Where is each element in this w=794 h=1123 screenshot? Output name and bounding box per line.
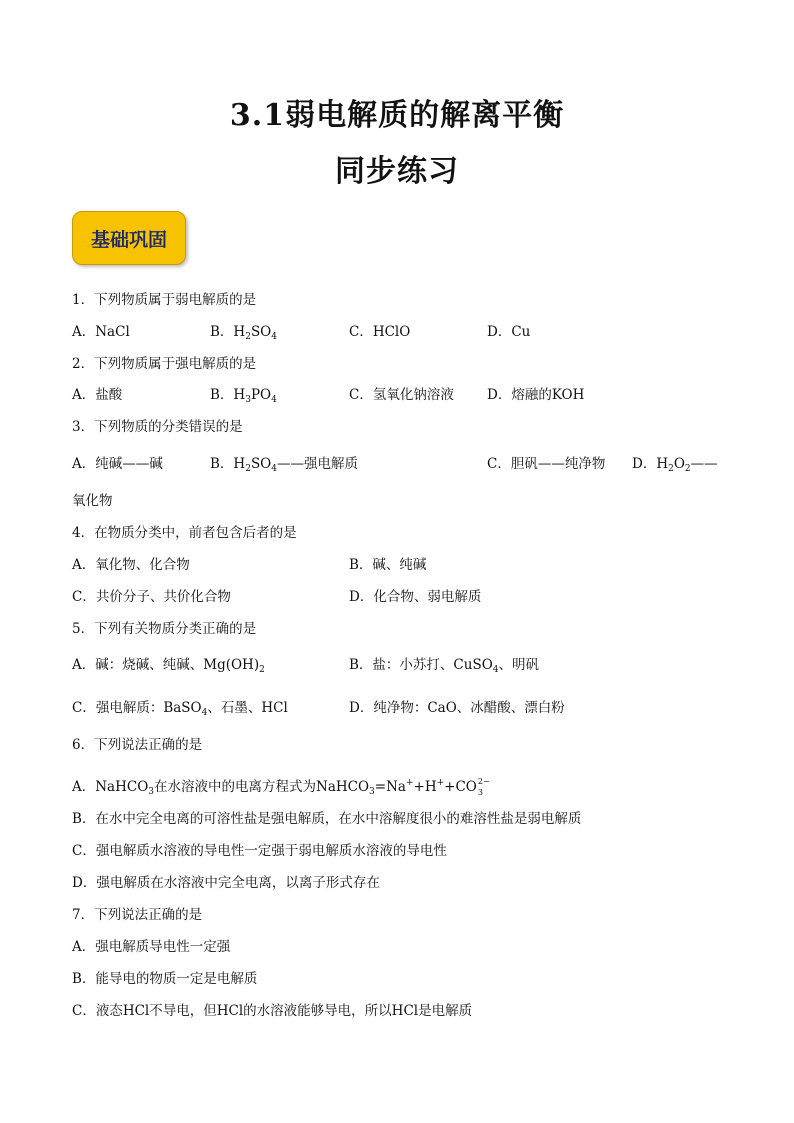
question-6-option-d: D．强电解质在水溶液中完全电离，以离子形式存在: [72, 875, 380, 891]
question-1-option-b: B．$H_2SO_4$: [210, 324, 277, 342]
question-5-option-d: D．纯净物：CaO、冰醋酸、漂白粉: [349, 700, 565, 716]
question-6-stem: 6．下列说法正确的是: [72, 737, 203, 753]
question-3-option-a: A．纯碱——碱: [72, 456, 163, 472]
question-4-option-c: C．共价分子、共价化合物: [72, 589, 231, 605]
question-6-option-b: B．在水中完全电离的可溶性盐是强电解质，在水中溶解度很小的难溶性盐是弱电解质: [72, 811, 582, 827]
question-5-option-a: A．碱：烧碱、纯碱、$Mg(OH)_2$: [72, 657, 265, 675]
question-1-option-c: C．HClO: [349, 324, 411, 340]
question-5-option-c: C．强电解质：BaSO$_4$、石墨、HCl: [72, 700, 288, 718]
question-2-option-c: C．氢氧化钠溶液: [349, 387, 454, 403]
question-4-stem: 4．在物质分类中，前者包含后者的是: [72, 525, 297, 541]
question-3-option-c: C．胆矾——纯净物: [487, 456, 606, 472]
question-2-stem: 2．下列物质属于强电解质的是: [72, 356, 257, 372]
question-6-option-c: C．强电解质水溶液的导电性一定强于弱电解质水溶液的导电性: [72, 843, 447, 859]
question-3-option-d-wrap: 氧化物: [72, 493, 113, 509]
question-2-option-d: D．熔融的KOH: [487, 387, 585, 403]
question-4-option-b: B．碱、纯碱: [349, 557, 427, 573]
question-1-stem: 1．下列物质属于弱电解质的是: [72, 292, 257, 308]
question-3-stem: 3．下列物质的分类错误的是: [72, 419, 243, 435]
question-2-option-b: B．$H_3PO_4$: [210, 387, 277, 405]
page-title: 3.1弱电解质的解离平衡: [229, 98, 565, 133]
question-3-option-b: B．$H_2SO_4——$强电解质: [210, 456, 358, 474]
page-subtitle: 同步练习: [335, 154, 459, 189]
question-1-option-a: A．NaCl: [72, 324, 130, 340]
question-5-stem: 5．下列有关物质分类正确的是: [72, 621, 257, 637]
question-7-option-c: C．液态HCl不导电，但HCl的水溶液能够导电，所以HCl是电解质: [72, 1003, 473, 1019]
question-7-option-a: A．强电解质导电性一定强: [72, 939, 231, 955]
question-5-option-b: B．盐：小苏打、CuSO$_4$、明矾: [349, 657, 539, 675]
question-2-option-a: A．盐酸: [72, 387, 123, 403]
question-6-option-a: A．NaHCO$_3$在水溶液中的电离方程式为NaHCO$_3$=Na++H++CO 2− 3: [72, 777, 490, 797]
question-1-option-d: D．Cu: [487, 324, 531, 340]
question-4-option-d: D．化合物、弱电解质: [349, 589, 482, 605]
question-7-stem: 7．下列说法正确的是: [72, 907, 203, 923]
section-badge: 基础巩固: [72, 211, 186, 265]
question-4-option-a: A．氧化物、化合物: [72, 557, 190, 573]
question-7-option-b: B．能导电的物质一定是电解质: [72, 971, 258, 987]
question-3-option-d: D．$H_2O_2——$: [632, 456, 718, 474]
